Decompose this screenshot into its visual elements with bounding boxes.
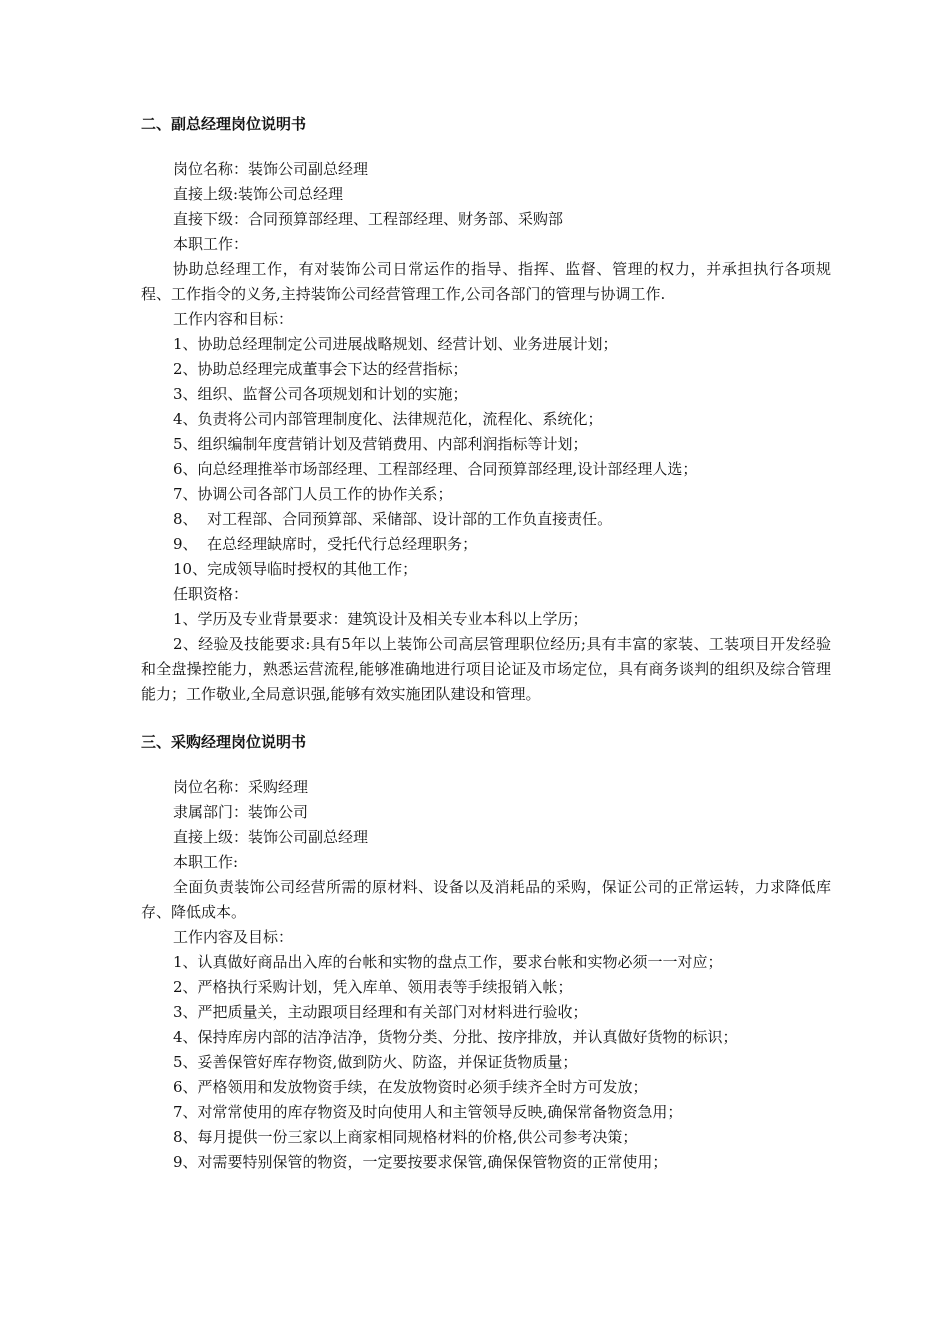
section-title-deputy-gm: 二、副总经理岗位说明书 [141, 115, 307, 133]
list-item: 7、对常常使用的库存物资及时向使用人和主管领导反映,确保常备物资急用； [173, 1103, 683, 1121]
qualification-experience: 2、经验及技能要求:具有5年以上装饰公司高层管理职位经历;具有丰富的家装、工装项目开发经验和全盘操控能力，熟悉运营流程,能够准确地进行项目论证及市场定位，具有商务谈判的组织及综合管理能力；工作敬业,全局意识强,能够有效实施团队建设和管理。 [141, 635, 831, 703]
position-name: 岗位名称：采购经理 [173, 778, 309, 796]
list-item: 10、完成领导临时授权的其他工作； [173, 560, 418, 578]
qualification-education: 1、学历及专业背景要求：建筑设计及相关专业本科以上学历； [173, 610, 588, 628]
list-item: 3、组织、监督公司各项规划和计划的实施； [173, 385, 468, 403]
duty-text: 全面负责装饰公司经营所需的原材料、设备以及消耗品的采购，保证公司的正常运转，力求降低库存、降低成本。 [141, 878, 831, 921]
position-name: 岗位名称：装饰公司副总经理 [173, 160, 369, 178]
list-item: 1、认真做好商品出入库的台帐和实物的盘点工作，要求台帐和实物必须一一对应； [173, 953, 723, 971]
list-item: 7、协调公司各部门人员工作的协作关系； [173, 485, 453, 503]
list-item: 4、保持库房内部的洁净洁净，货物分类、分批、按序排放，并认真做好货物的标识； [173, 1028, 738, 1046]
list-item: 4、负责将公司内部管理制度化、法律规范化，流程化、系统化； [173, 410, 603, 428]
content-label: 工作内容和目标： [173, 310, 294, 328]
section-title-purchasing-manager: 三、采购经理岗位说明书 [141, 733, 307, 751]
department: 隶属部门：装饰公司 [173, 803, 309, 821]
list-item: 6、向总经理推举市场部经理、工程部经理、合同预算部经理,设计部经理人选； [173, 460, 698, 478]
list-item: 6、严格领用和发放物资手续，在发放物资时必须手续齐全时方可发放； [173, 1078, 648, 1096]
list-item: 5、组织编制年度营销计划及营销费用、内部利润指标等计划； [173, 435, 588, 453]
list-item: 9、对需要特别保管的物资，一定要按要求保管,确保保管物资的正常使用； [173, 1153, 668, 1171]
direct-subordinates: 直接下级：合同预算部经理、工程部经理、财务部、采购部 [173, 210, 564, 228]
list-item: 8、每月提供一份三家以上商家相同规格材料的价格,供公司参考决策； [173, 1128, 638, 1146]
duty-label: 本职工作： [173, 235, 249, 253]
qualifications-label: 任职资格： [173, 585, 249, 603]
list-item: 8、 对工程部、合同预算部、采储部、设计部的工作负直接责任。 [173, 510, 613, 528]
document-page [141, 113, 831, 1175]
duty-text: 协助总经理工作，有对装饰公司日常运作的指导、指挥、监督、管理的权力，并承担执行各项规程、工作指令的义务,主持装饰公司经营管理工作,公司各部门的管理与协调工作. [141, 260, 831, 303]
list-item: 1、协助总经理制定公司进展战略规划、经营计划、业务进展计划； [173, 335, 618, 353]
list-item: 5、妥善保管好库存物资,做到防火、防盗，并保证货物质量； [173, 1053, 578, 1071]
direct-superior: 直接上级:装饰公司总经理 [173, 185, 344, 203]
list-item: 3、严把质量关，主动跟项目经理和有关部门对材料进行验收； [173, 1003, 588, 1021]
duty-label: 本职工作: [173, 853, 239, 871]
list-item: 9、 在总经理缺席时，受托代行总经理职务； [173, 535, 478, 553]
list-item: 2、严格执行采购计划，凭入库单、领用表等手续报销入帐； [173, 978, 573, 996]
content-label: 工作内容及目标： [173, 928, 294, 946]
direct-superior: 直接上级：装饰公司副总经理 [173, 828, 369, 846]
list-item: 2、协助总经理完成董事会下达的经营指标； [173, 360, 468, 378]
